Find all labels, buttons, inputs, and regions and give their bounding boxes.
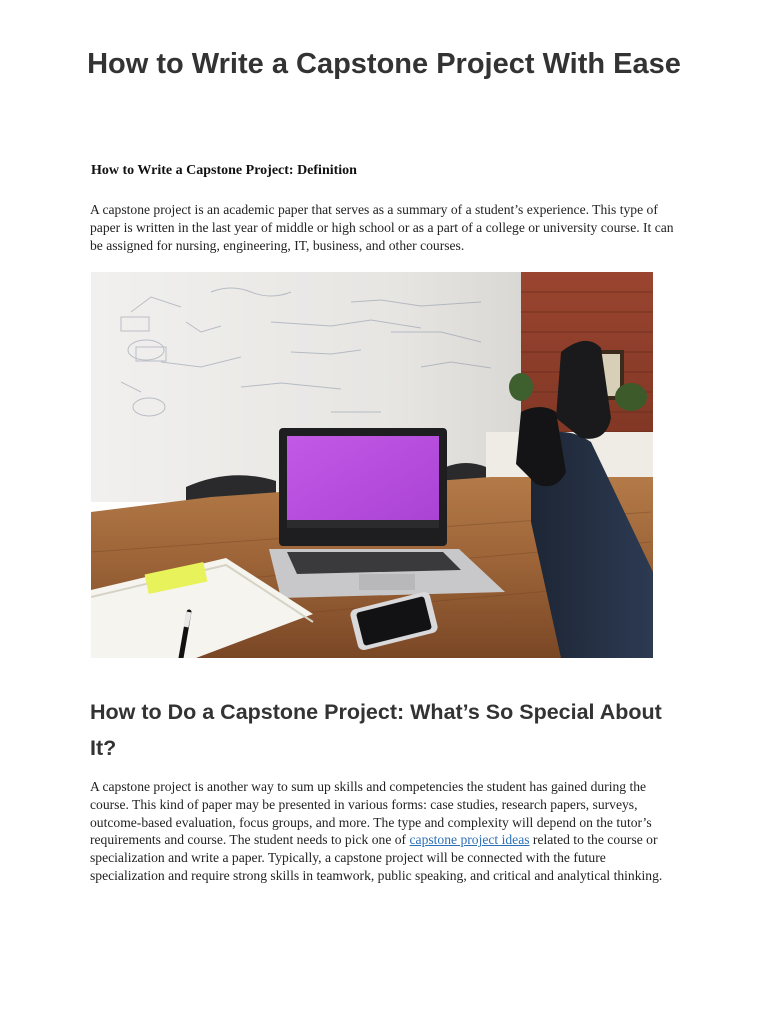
paragraph-text-end: related to the course or specialization and write a paper. Typically, a capstone project will be connected with the future specialization and require strong skills in teamwork, public speaking, and critical and analytical thinking. (90, 832, 663, 883)
paragraph-text-start: A capstone project is another way to sum up skills and competencies the student has gained during the course. This kind of paper may be presented in various forms: case studies, research papers, surveys, outcome-based evaluation, focus groups, and more. The type and complexity will depend on the tutor’s requirements and course. The student needs to pick one of (90, 779, 652, 848)
photo-laptop-on-desk (91, 272, 653, 658)
laptop-screen (287, 436, 439, 528)
trackpad (359, 574, 415, 590)
section-heading-definition: How to Write a Capstone Project: Definition (91, 163, 357, 178)
section-heading-special: How to Do a Capstone Project: What’s So Special About It? (90, 700, 662, 760)
paragraph-special (90, 778, 680, 885)
capstone-ideas-link[interactable]: capstone project ideas (409, 832, 530, 848)
paragraph-definition: A capstone project is an academic paper that serves as a summary of a student’s experience. This type of paper is written in the last year of middle or high school or as a part of a college or university course. It can be assigned for nursing, engineering, IT, business, and other courses. (90, 202, 674, 253)
page-title: How to Write a Capstone Project With Ease (87, 48, 681, 80)
